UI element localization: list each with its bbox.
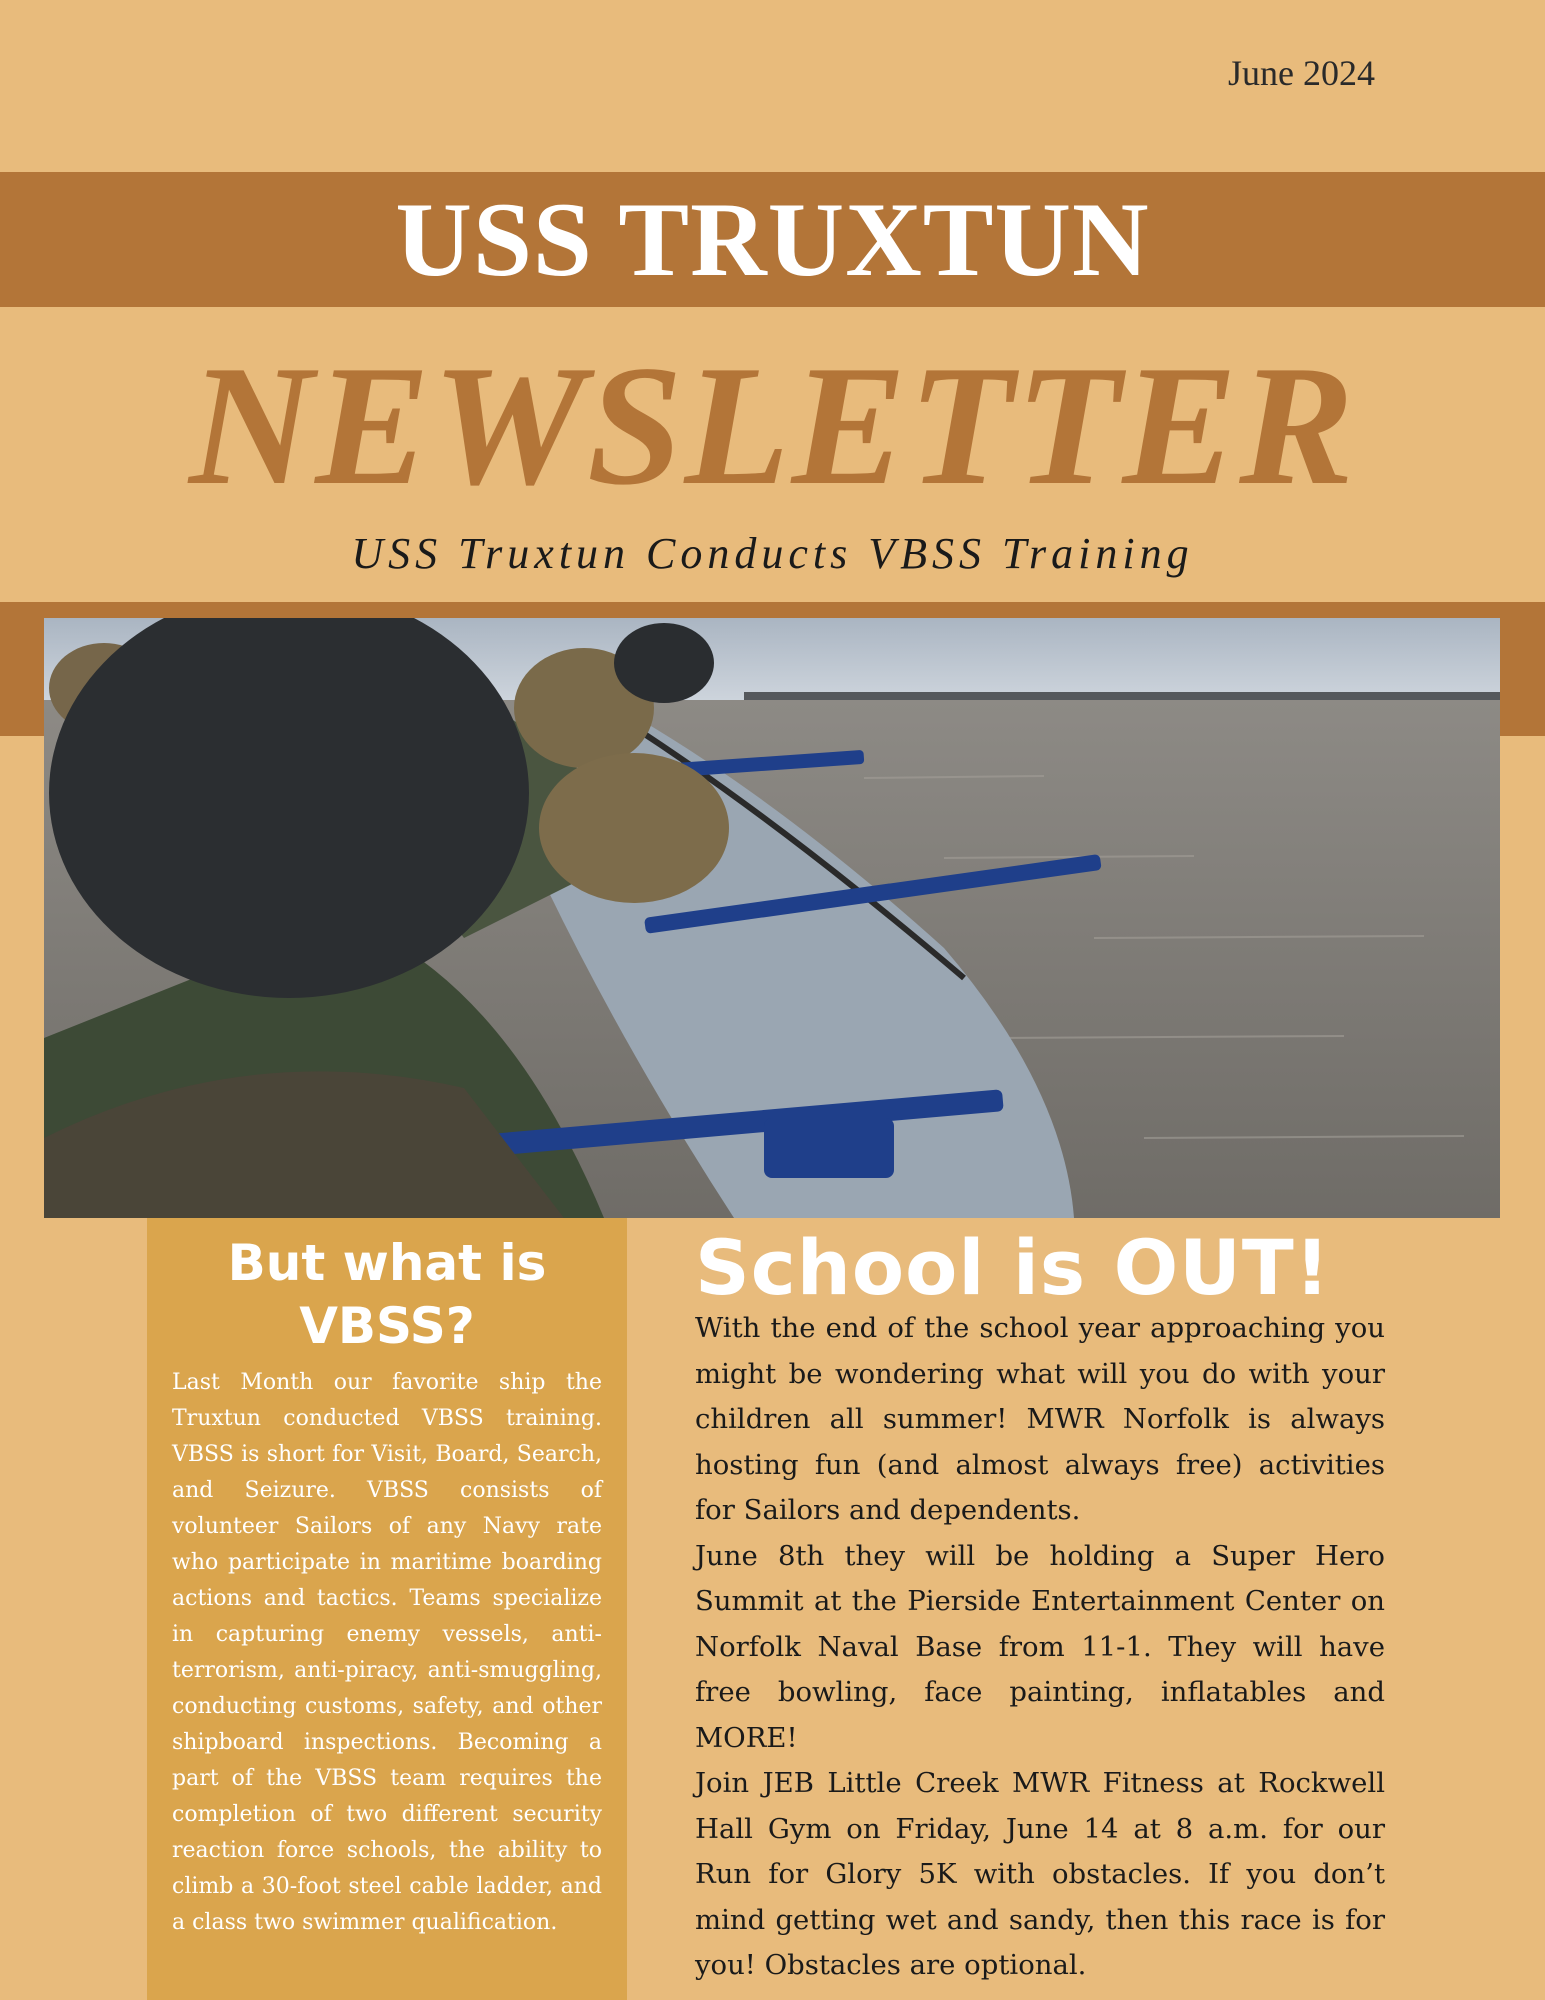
article-paragraph: June 8th they will be holding a Super Hero Summit at the Pierside Entertainment Center on Norfolk Naval Base from 11-1. They will have free bowling, face painting, inflatables and MORE! (695, 1539, 1385, 1754)
sidebar-title: But what is VBSS? (227, 1234, 547, 1355)
article-title: School is OUT! (695, 1223, 1331, 1312)
issue-date: June 2024 (1228, 53, 1375, 93)
sidebar-body: Last Month our favorite ship the Truxtun conducted VBSS training. VBSS is short for Visit, Board, Search, and Seizure. VBSS consists of volunteer Sailors of any Navy rate who participate in maritime boarding actions and tactics. Teams specialize in capturing enemy vessels, anti-terrorism, anti-piracy, anti-smuggling, conducting customs, safety, and other shipboard inspections. Becoming a part of the VBSS team requires the completion of two different security reaction force schools, the ability to climb a 30-foot steel cable ladder, and a class two swimmer qualification. (172, 1370, 602, 1935)
article-paragraph: Join JEB Little Creek MWR Fitness at Rockwell Hall Gym on Friday, June 14 at 8 a.m. for our Run for Glory 5K with obstacles. If you don’t mind getting wet and sandy, then this race is for you! Obstacles are optional. (695, 1767, 1385, 1981)
article-paragraph: With the end of the school year approaching you might be wondering what will you do with your children all summer! MWR Norfolk is always hosting fun (and almost always free) activities for Sailors and dependents. (695, 1312, 1385, 1526)
nameplate: NEWSLETTER (189, 331, 1356, 521)
masthead-title: USS TRUXTUN (395, 181, 1150, 298)
headline: USS Truxtun Conducts VBSS Training (351, 529, 1194, 578)
vbss-sidebar (147, 1218, 627, 2000)
school-article (695, 1223, 1385, 1989)
article-body (695, 1306, 1385, 1989)
training-photo (44, 618, 1500, 1218)
